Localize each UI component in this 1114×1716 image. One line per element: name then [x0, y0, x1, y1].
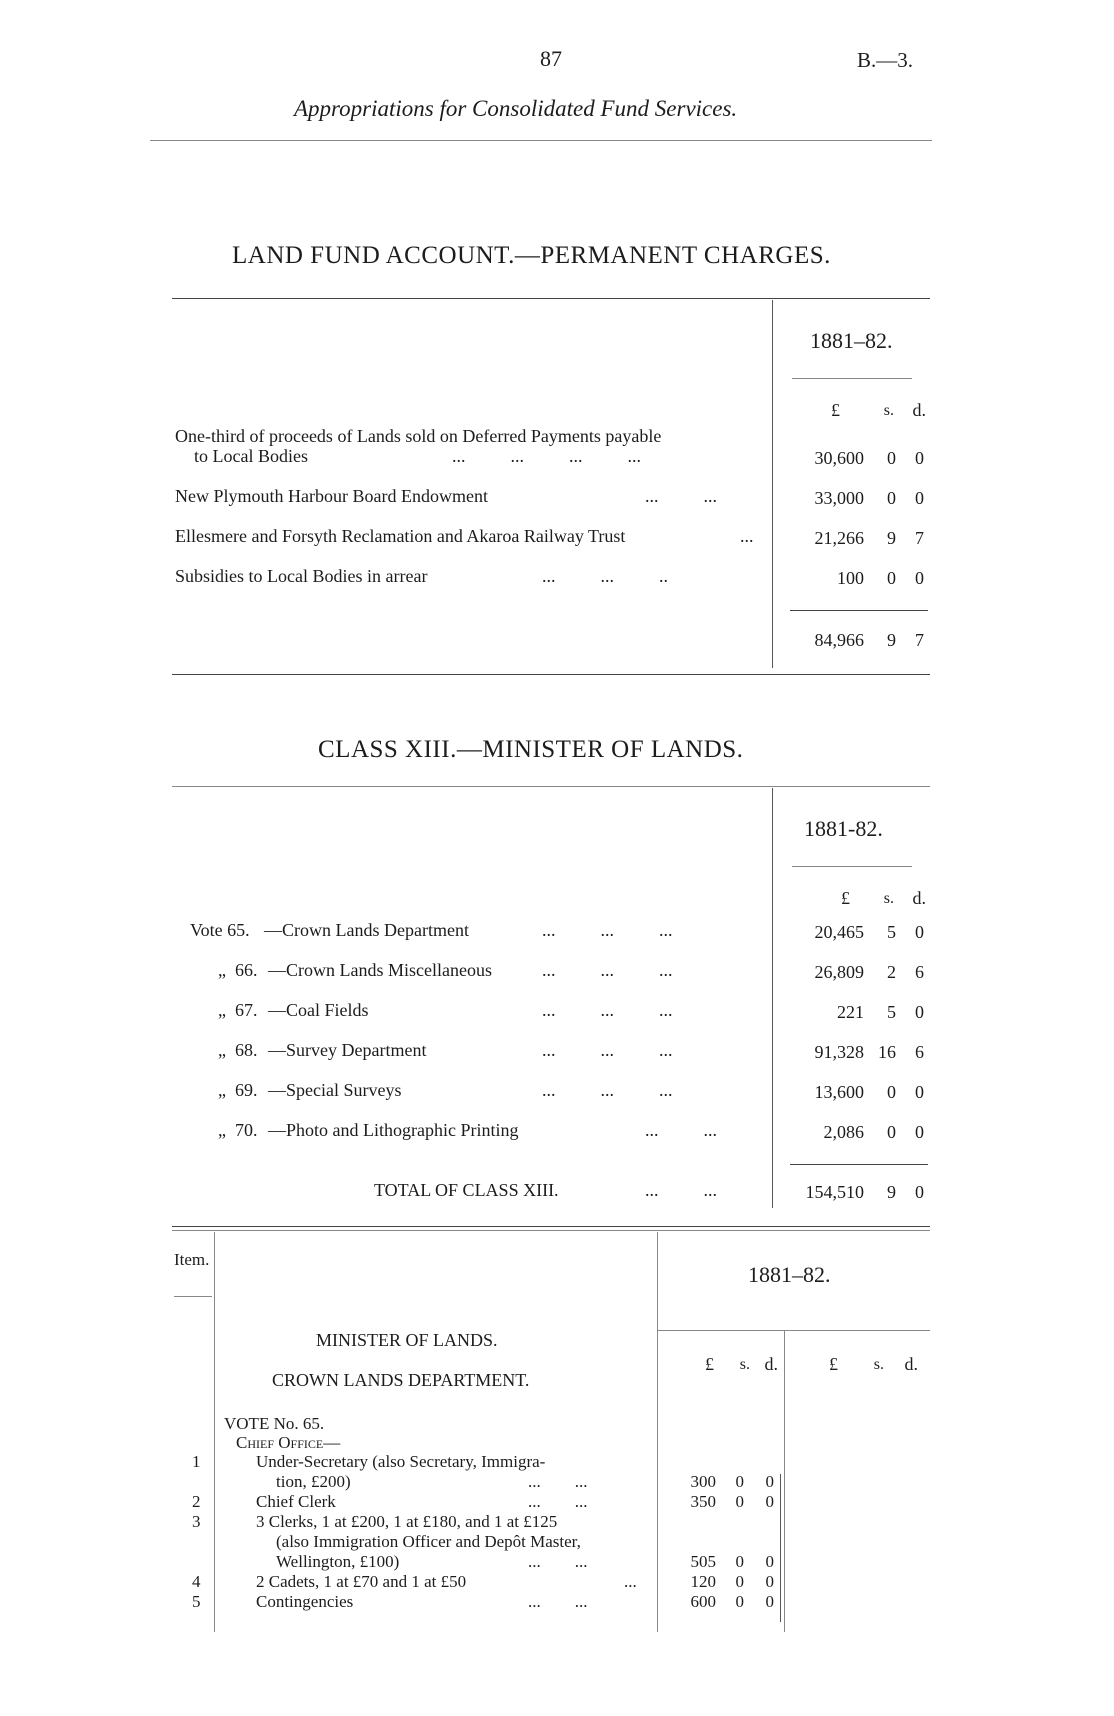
class-xiii-row-pounds: 26,809: [814, 962, 864, 982]
class-xiii-row-pounds: 20,465: [814, 922, 864, 942]
class-xiii-pence-header: d.: [912, 888, 926, 908]
vote-item-pence: 0: [765, 1492, 774, 1511]
land-fund-row-3-pounds: 100: [837, 568, 864, 588]
amount-column-divider: [657, 1232, 658, 1632]
land-fund-bottom-rule: [172, 674, 930, 675]
land-fund-title: LAND FUND ACCOUNT.—PERMANENT CHARGES.: [232, 242, 831, 269]
class-xiii-row-prefix: „ 69.: [218, 1080, 258, 1100]
vote-item-pounds: 600: [690, 1592, 716, 1611]
class-xiii-total-pounds: 154,510: [805, 1182, 864, 1202]
class-xiii-row-prefix: „ 67.: [218, 1000, 258, 1020]
class-xiii-row-prefix: „ 68.: [218, 1040, 258, 1060]
vote-item-shillings: 0: [735, 1592, 744, 1611]
class-xiii-row-leader: ... ... ...: [542, 920, 673, 940]
land-fund-row-0-pence: 0: [915, 448, 924, 468]
class-xiii-row-pounds: 13,600: [814, 1082, 864, 1102]
vote-item-pence: 0: [765, 1552, 774, 1571]
outer-pence-header: d.: [904, 1354, 918, 1374]
class-xiii-bottom-rule: [172, 1226, 930, 1227]
item-header-rule: [174, 1296, 212, 1297]
vote-item-leader: ... ...: [528, 1472, 588, 1491]
header-rule: [150, 140, 932, 141]
vote-item-pence: 0: [765, 1572, 774, 1591]
class-xiii-row-pence: 0: [915, 1002, 924, 1022]
vote-item-description: 3 Clerks, 1 at £200, 1 at £180, and 1 at £125: [256, 1512, 558, 1531]
inner-pound-header: £: [705, 1354, 714, 1374]
land-fund-row-1-pence: 0: [915, 488, 924, 508]
land-fund-total-pence: 7: [915, 630, 924, 650]
class-xiii-row-text: —Crown Lands Miscellaneous: [268, 960, 492, 980]
land-fund-row-0-leader: ... ... ... ...: [452, 446, 641, 466]
vote-item-pence: 0: [765, 1472, 774, 1491]
land-fund-row-1-shillings: 0: [887, 488, 896, 508]
class-xiii-total-shillings: 9: [887, 1182, 896, 1202]
vote-item-leader: ... ...: [528, 1492, 588, 1511]
land-fund-row-3-pence: 0: [915, 568, 924, 588]
class-xiii-row-pounds: 221: [837, 1002, 864, 1022]
land-fund-row-1-text: New Plymouth Harbour Board Endowment: [175, 486, 488, 506]
land-fund-row-3-shillings: 0: [887, 568, 896, 588]
land-fund-row-1-pounds: 33,000: [814, 488, 864, 508]
vote-item-pence: 0: [765, 1592, 774, 1611]
vote-item-pounds: 300: [690, 1472, 716, 1491]
vote-item-shillings: 0: [735, 1492, 744, 1511]
vote-item-description: tion, £200): [276, 1472, 351, 1491]
class-xiii-bottom-rule-2: [172, 1230, 930, 1231]
chief-office-label: Chief Office—: [236, 1433, 341, 1452]
class-xiii-row-pounds: 91,328: [814, 1042, 864, 1062]
class-xiii-row-pence: 0: [915, 1122, 924, 1142]
vote-item-leader: ... ...: [528, 1592, 588, 1611]
class-xiii-row-leader: ... ...: [645, 1120, 717, 1140]
class-xiii-row-prefix: „ 70.: [218, 1120, 258, 1140]
land-fund-row-2-pounds: 21,266: [814, 528, 864, 548]
land-fund-total-shillings: 9: [887, 630, 896, 650]
class-xiii-row-pence: 6: [915, 962, 924, 982]
class-xiii-row-shillings: 0: [887, 1082, 896, 1102]
class-xiii-row-leader: ... ... ...: [542, 1080, 673, 1100]
vote-item-shillings: 0: [735, 1572, 744, 1591]
class-xiii-top-rule: [172, 786, 930, 787]
class-xiii-row-prefix: „ 66.: [218, 960, 258, 980]
class-xiii-total-rule: [790, 1164, 928, 1165]
outer-shilling-header: s.: [873, 1356, 884, 1373]
class-xiii-row-pounds: 2,086: [823, 1122, 864, 1142]
class-xiii-year: 1881-82.: [804, 816, 883, 841]
class-xiii-row-leader: ... ... ...: [542, 1000, 673, 1020]
class-xiii-row-pence: 0: [915, 922, 924, 942]
vote-item-description: Under-Secretary (also Secretary, Immigra-: [256, 1452, 546, 1471]
vote-item-shillings: 0: [735, 1472, 744, 1491]
class-xiii-row-pence: 6: [915, 1042, 924, 1062]
class-xiii-row-text: —Coal Fields: [268, 1000, 369, 1020]
land-fund-row-2-text: Ellesmere and Forsyth Reclamation and Akaroa Railway Trust: [175, 526, 626, 546]
land-fund-row-1-leader: ... ...: [645, 486, 717, 506]
class-xiii-total-label: TOTAL OF CLASS XIII.: [374, 1180, 559, 1200]
vote-item-pounds: 350: [690, 1492, 716, 1511]
class-xiii-row-leader: ... ... ...: [542, 1040, 673, 1060]
department-heading: CROWN LANDS DEPARTMENT.: [272, 1370, 530, 1390]
vote-item-number: 2: [192, 1492, 201, 1511]
land-fund-row-0-line-2: to Local Bodies: [194, 446, 308, 466]
vote-item-number: 5: [192, 1592, 201, 1611]
page-subtitle: Appropriations for Consolidated Fund Services.: [294, 96, 738, 121]
land-fund-row-0-shillings: 0: [887, 448, 896, 468]
class-xiii-row-text: —Survey Department: [268, 1040, 427, 1060]
vote-item-description: (also Immigration Officer and Depôt Master,: [276, 1532, 581, 1551]
land-fund-total-pounds: 84,966: [814, 630, 864, 650]
land-fund-pound-header: £: [831, 400, 840, 420]
class-xiii-column-divider: [772, 788, 773, 1208]
land-fund-row-2-pence: 7: [915, 528, 924, 548]
vote-item-pounds: 505: [690, 1552, 716, 1571]
class-xiii-row-leader: ... ... ...: [542, 960, 673, 980]
vote-item-description: Contingencies: [256, 1592, 354, 1611]
inner-amount-rule: [780, 1474, 781, 1622]
minister-heading: MINISTER OF LANDS.: [316, 1330, 498, 1350]
land-fund-top-rule: [172, 298, 930, 299]
class-xiii-total-leader: ... ...: [645, 1180, 717, 1200]
vote-item-shillings: 0: [735, 1552, 744, 1571]
class-xiii-title: CLASS XIII.—MINISTER OF LANDS.: [318, 736, 744, 763]
land-fund-pence-header: d.: [912, 400, 926, 420]
class-xiii-row-shillings: 2: [887, 962, 896, 982]
land-fund-row-3-text: Subsidies to Local Bodies in arrear: [175, 566, 428, 586]
land-fund-row-0-line-1: One-third of proceeds of Lands sold on Deferred Payments payable: [175, 426, 662, 446]
vote-table-year: 1881–82.: [748, 1262, 831, 1287]
class-xiii-row-shillings: 16: [878, 1042, 896, 1062]
class-xiii-row-text: —Crown Lands Department: [264, 920, 469, 940]
land-fund-year-rule: [792, 378, 912, 379]
land-fund-row-3-leader: ... ... ..: [542, 566, 668, 586]
class-xiii-row-shillings: 5: [887, 922, 896, 942]
vote-item-leader: ...: [624, 1572, 637, 1591]
vote-item-number: 1: [192, 1452, 201, 1471]
inner-shilling-header: s.: [739, 1356, 750, 1373]
land-fund-row-2-shillings: 9: [887, 528, 896, 548]
land-fund-shilling-header: s.: [883, 402, 894, 419]
class-xiii-shilling-header: s.: [883, 890, 894, 907]
vote-item-description: 2 Cadets, 1 at £70 and 1 at £50: [256, 1572, 467, 1591]
vote-table-year-rule: [657, 1330, 930, 1331]
class-xiii-total-pence: 0: [915, 1182, 924, 1202]
vote-item-description: Chief Clerk: [256, 1492, 336, 1511]
amount-subcolumn-divider: [784, 1330, 785, 1632]
class-xiii-row-text: —Special Surveys: [268, 1080, 402, 1100]
class-xiii-row-prefix: Vote 65.: [190, 920, 250, 940]
land-fund-row-0-pounds: 30,600: [814, 448, 864, 468]
vote-item-description: Wellington, £100): [276, 1552, 400, 1571]
vote-item-number: 4: [192, 1572, 201, 1591]
page-number: 87: [540, 46, 562, 71]
land-fund-total-rule: [790, 610, 928, 611]
vote-item-leader: ... ...: [528, 1552, 588, 1571]
class-xiii-row-pence: 0: [915, 1082, 924, 1102]
vote-item-number: 3: [192, 1512, 201, 1531]
vote-label: VOTE No. 65.: [224, 1414, 325, 1433]
outer-pound-header: £: [829, 1354, 838, 1374]
land-fund-column-divider: [772, 300, 773, 668]
land-fund-year: 1881–82.: [810, 328, 893, 353]
land-fund-row-2-leader: ...: [740, 526, 754, 546]
item-column-divider: [214, 1232, 215, 1632]
class-xiii-year-rule: [792, 866, 912, 867]
vote-item-pounds: 120: [690, 1572, 716, 1591]
class-xiii-row-text: —Photo and Lithographic Printing: [268, 1120, 519, 1140]
document-reference: B.—3.: [857, 48, 914, 72]
class-xiii-row-shillings: 0: [887, 1122, 896, 1142]
inner-pence-header: d.: [764, 1354, 778, 1374]
class-xiii-pound-header: £: [841, 888, 850, 908]
class-xiii-row-shillings: 5: [887, 1002, 896, 1022]
item-column-header: Item.: [174, 1250, 210, 1269]
